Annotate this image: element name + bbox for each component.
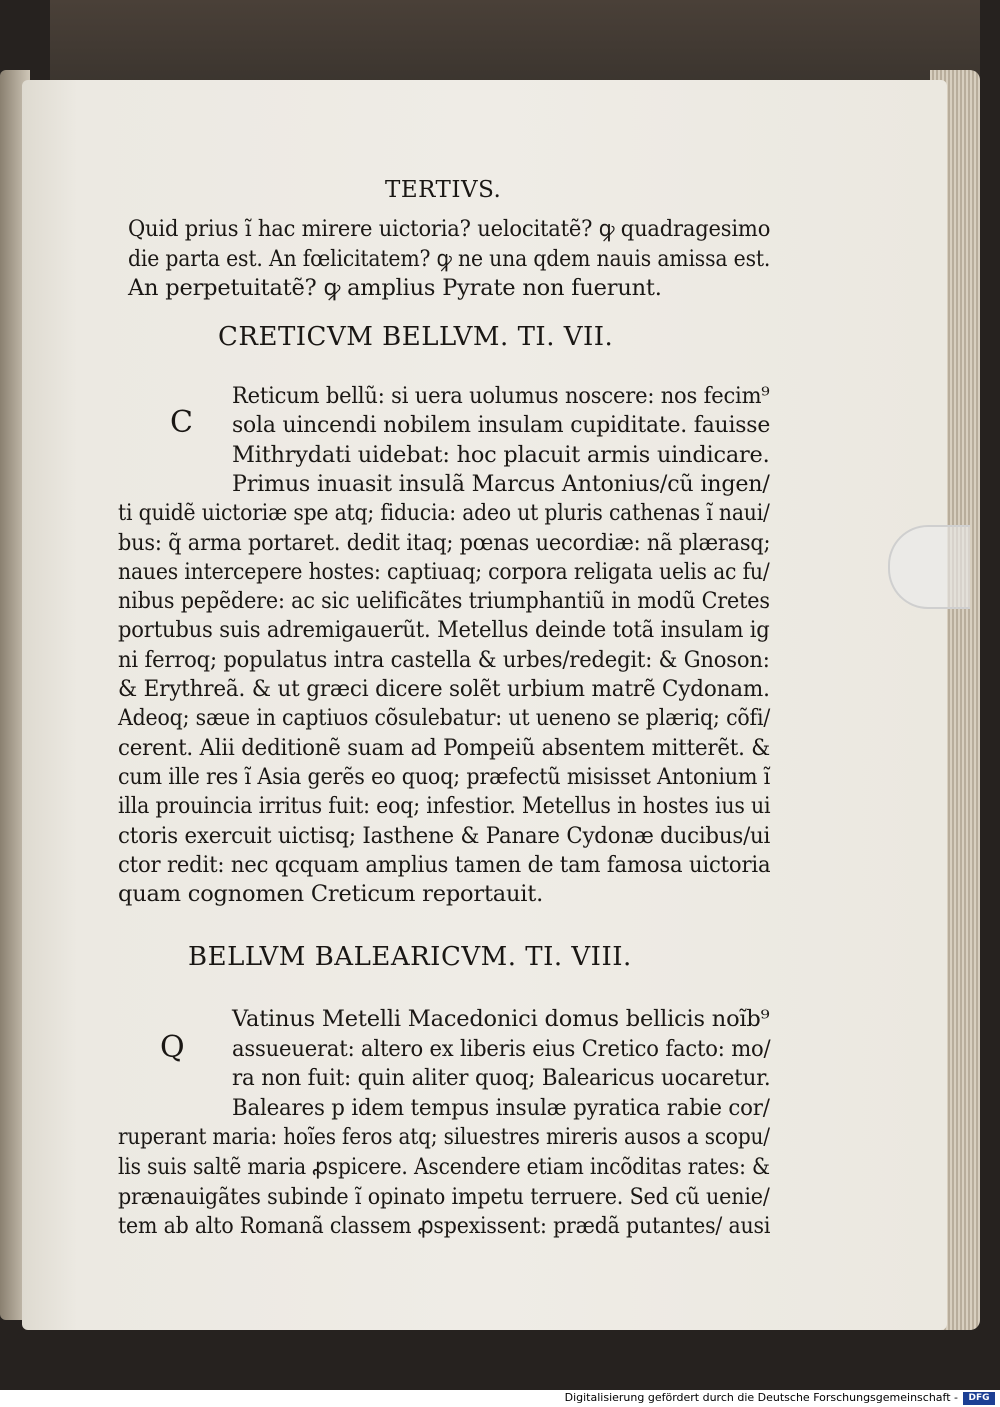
text-line: sola uincendi nobilem insulam cupiditate. fauisse	[232, 412, 771, 439]
text-line: tem ab alto Romanã classem ꝓspexissent: prædã putantes/ ausi	[118, 1213, 771, 1240]
text-line: Reticum bellũ: si uera uolumus noscere: nos fecim⁹	[232, 383, 770, 409]
text-line: & Erythreã. & ut græci dicere solẽt urbium matrẽ Cydonam.	[118, 676, 770, 702]
text-line: die parta est. An fœlicitatem? ꝙ ne una qdem nauis amissa est.	[128, 246, 771, 272]
dfg-logo-icon: DFG	[963, 1392, 995, 1405]
text-line: ni ferroq; populatus intra castella & urbes/redegit: & Gnoson:	[118, 646, 770, 673]
text-line: nibus pepẽdere: ac sic uelificãtes triumphantiũ in modũ Cretes	[118, 588, 770, 615]
initial-letter-q: Q	[160, 1030, 185, 1065]
text-line: ra non fuit: quin aliter quoq; Balearicus uocaretur.	[232, 1065, 771, 1092]
text-line: Vatinus Metelli Macedonici domus bellicis noĩb⁹	[232, 1006, 770, 1032]
text-line: prænauigãtes subinde ĩ opinato impetu terruere. Sed cũ uenie/	[118, 1183, 770, 1210]
page-marker-tab	[888, 525, 970, 609]
text-line: Mithrydati uidebat: hoc placuit armis uindicare.	[232, 441, 770, 468]
text-line: portubus suis adremigauerũt. Metellus deinde totã insulam ig	[118, 617, 770, 644]
running-head: TERTIVS.	[385, 177, 502, 203]
text-line: Baleares p idem tempus insulæ pyratica rabie cor/	[232, 1094, 770, 1121]
text-line: cerent. Alii deditionẽ suam ad Pompeiũ absentem mitterẽt. &	[118, 734, 771, 761]
text-line: illa prouincia irritus fuit: eoq; infestior. Metellus in hostes ius ui	[118, 793, 771, 820]
text-line: ti quidẽ uictoriæ spe atq; fiducia: adeo ut pluris cathenas ĩ naui/	[118, 500, 770, 527]
section-heading-balearic-war: BELLVM BALEARICVM. TI. VIII.	[188, 942, 632, 972]
text-line: naues intercepere hostes: captiuaq; corpora religata uelis ac fu/	[118, 558, 770, 585]
text-line: Adeoq; sæue in captiuos cõsulebatur: ut ueneno se plæriq; cõfi/	[118, 705, 771, 732]
text-line: cum ille res ĩ Asia gerẽs eo quoq; præfectũ misisset Antonium ĩ	[118, 763, 771, 790]
text-line: ctor redit: nec qcquam amplius tamen de tam famosa uictoria	[118, 851, 771, 878]
text-line: Quid prius ĩ hac mirere uictoria? uelocitatẽ? ꝙ quadragesimo	[128, 216, 771, 242]
funding-credit: Digitalisierung gefördert durch die Deutsche Forschungsgemeinschaft -	[564, 1391, 958, 1404]
book-top-edge	[50, 0, 980, 90]
text-line: quam cognomen Creticum reportauit.	[118, 881, 544, 908]
text-line: assueuerat: altero ex liberis eius Cretico facto: mo/	[232, 1035, 771, 1062]
text-line: lis suis saltẽ maria ꝓspicere. Ascendere etiam incõditas rates: &	[118, 1154, 770, 1180]
section-heading-cretan-war: CRETICVM BELLVM. TI. VII.	[218, 322, 614, 352]
text-line: Primus inuasit insulã Marcus Antonius/cũ ingen/	[232, 470, 770, 497]
text-line: An perpetuitatẽ? ꝙ amplius Pyrate non fuerunt.	[128, 275, 662, 301]
footer-bar	[0, 1390, 1000, 1407]
text-line: ruperant maria: hoĩes feros atq; siluestres mireris ausos a scopu/	[118, 1124, 770, 1151]
initial-letter-c: C	[170, 405, 193, 440]
text-line: bus: q̃ arma portaret. dedit itaq; pœnas uecordiæ: nã plærasq;	[118, 529, 771, 556]
text-line: ctoris exercuit uictisq; Iasthene & Panare Cydonæ ducibus/ui	[118, 822, 771, 849]
